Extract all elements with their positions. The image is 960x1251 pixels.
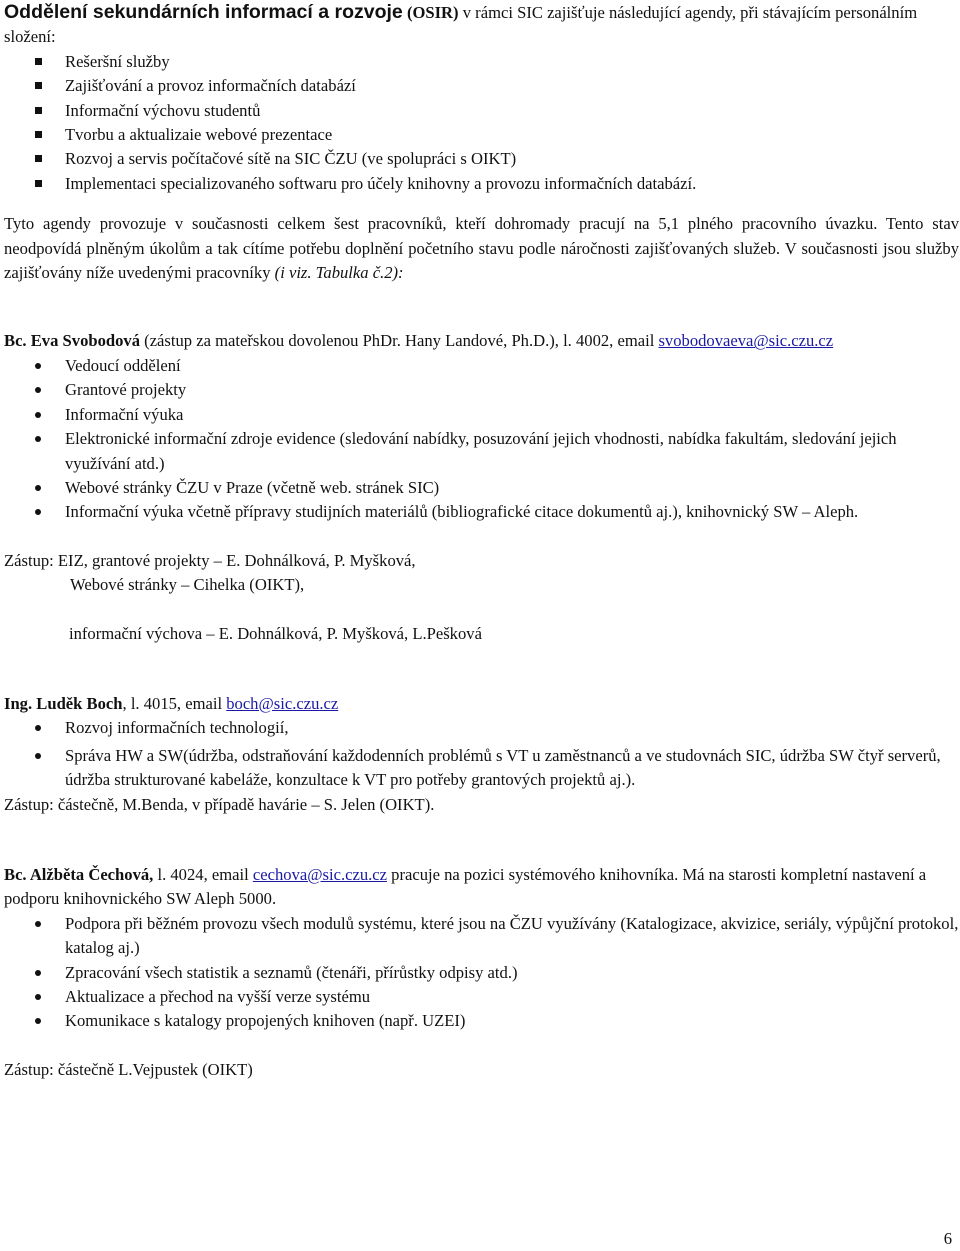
list-item: Informační výuka bbox=[4, 403, 959, 427]
substitute-line: informační výchova – E. Dohnálková, P. Myšková, L.Pešková bbox=[69, 623, 482, 643]
person-name: Bc. Eva Svobodová bbox=[4, 331, 141, 351]
square-bullet-icon bbox=[35, 82, 42, 89]
square-bullet-icon bbox=[35, 58, 42, 65]
person-boch: Ing. Luděk Boch, l. 4015, email boch@sic.czu.cz bbox=[4, 693, 339, 713]
list-item: Podpora při běžném provozu všech modulů systému, které jsou na ČZU využívány (Katalogizace, akvizice, seriály, výpůjční protokol, katalog aj.) bbox=[4, 912, 959, 961]
email-link[interactable]: svobodovaeva@sic.czu.cz bbox=[658, 331, 834, 351]
square-bullet-icon bbox=[35, 107, 42, 114]
duties-list bbox=[4, 716, 959, 792]
substitute-line: Webové stránky – Cihelka (OIKT), bbox=[70, 575, 305, 595]
list-item: Rozvoj a servis počítačové sítě na SIC ČZU (ve spolupráci s OIKT) bbox=[4, 147, 959, 171]
list-item: Rozvoj informačních technologií, bbox=[4, 716, 959, 740]
list-item: Webové stránky ČZU v Praze (včetně web. stránek SIC) bbox=[4, 476, 959, 500]
substitute-line: Zástup: částečně, M.Benda, v případě havárie – S. Jelen (OIKT). bbox=[4, 794, 435, 814]
person-svobodova: Bc. Eva Svobodová (zástup za mateřskou dovolenou PhDr. Hany Landové, Ph.D.), l. 4002, email svobodovaeva@sic.czu.cz bbox=[4, 331, 834, 351]
bullet-icon bbox=[35, 1018, 41, 1024]
person-name: Bc. Alžběta Čechová, bbox=[4, 864, 154, 884]
bullet-icon bbox=[35, 753, 41, 759]
square-bullet-icon bbox=[35, 155, 42, 162]
square-bullet-icon bbox=[35, 180, 42, 187]
document-page bbox=[4, 0, 959, 1082]
list-item: Elektronické informační zdroje evidence (sledování nabídky, posuzování jejich vhodnosti, nabídka fakultám, sledování jejich využívání atd.) bbox=[4, 427, 959, 476]
email-link[interactable]: cechova@sic.czu.cz bbox=[252, 864, 387, 884]
person-cechova: Bc. Alžběta Čechová, l. 4024, email cechova@sic.czu.cz pracuje na pozici systémového knihovníka. Má na starosti kompletní nastavení a podporu knihovnického SW Aleph 5000. bbox=[4, 864, 927, 909]
list-item: Tvorbu a aktualizaie webové prezentace bbox=[4, 123, 959, 147]
bullet-icon bbox=[35, 725, 41, 731]
bullet-icon bbox=[35, 387, 41, 393]
duties-list bbox=[4, 354, 959, 525]
list-item: Zajišťování a provoz informačních databází bbox=[4, 74, 959, 98]
bullet-icon bbox=[35, 412, 41, 418]
bullet-icon bbox=[35, 509, 41, 515]
page-number: 6 bbox=[943, 1229, 952, 1248]
bullet-icon bbox=[35, 921, 41, 927]
list-item: Vedoucí oddělení bbox=[4, 354, 959, 378]
section-abbr: (OSIR) bbox=[406, 3, 459, 22]
list-item: Grantové projekty bbox=[4, 378, 959, 402]
square-bullet-icon bbox=[35, 131, 42, 138]
list-item: Správa HW a SW(údržba, odstraňování každodenních problémů s VT u zaměstnanců a ve studovnách SIC, údržba SW čtyř serverů, údržba strukturované kabeláže, konzultace k VT pro potřeby grantových projektů aj.). bbox=[4, 744, 959, 793]
email-link[interactable]: boch@sic.czu.cz bbox=[226, 693, 339, 713]
bullet-icon bbox=[35, 485, 41, 491]
person-name: Ing. Luděk Boch bbox=[4, 693, 123, 713]
list-item: Komunikace s katalogy propojených knihoven (např. UZEI) bbox=[4, 1009, 959, 1033]
duties-list bbox=[4, 912, 959, 1034]
staffing-paragraph: Tyto agendy provozuje v současnosti celkem šest pracovníků, kteří dohromady pracují na 5,1 plného pracovního úvazku. Tento stav neodpovídá plněným úkolům a tak cítíme potřebu doplnění početního stavu podle náročnosti zajišťovaných služeb. V současnosti jsou služby zajišťovány níže uvedenými pracovníky (i viz. Tabulka č.2): bbox=[4, 214, 959, 283]
list-item: Implementaci specializovaného softwaru pro účely knihovny a provozu informačních databází. bbox=[4, 172, 959, 196]
substitute-line: Zástup: EIZ, grantové projekty – E. Dohnálková, P. Myšková, bbox=[4, 550, 416, 570]
bullet-icon bbox=[35, 363, 41, 369]
list-item: Rešeršní služby bbox=[4, 50, 959, 74]
intro-text: v rámci SIC zajišťuje následující agendy, při stávajícím personálním složení: bbox=[4, 3, 918, 47]
list-item: Informační výchovu studentů bbox=[4, 99, 959, 123]
section-title: Oddělení sekundárních informací a rozvoje bbox=[4, 1, 403, 23]
bullet-icon bbox=[35, 970, 41, 976]
bullet-icon bbox=[35, 994, 41, 1000]
list-item: Zpracování všech statistik a seznamů (čtenáři, přírůstky odpisy atd.) bbox=[4, 961, 959, 985]
list-item: Aktualizace a přechod na vyšší verze systému bbox=[4, 985, 959, 1009]
table-reference: (i viz. Tabulka č.2): bbox=[274, 263, 404, 283]
intro-paragraph bbox=[4, 0, 959, 50]
bullet-icon bbox=[35, 436, 41, 442]
list-item: Informační výuka včetně přípravy studijních materiálů (bibliografické citace dokumentů aj.), knihovnický SW – Aleph. bbox=[4, 500, 959, 524]
substitute-line: Zástup: částečně L.Vejpustek (OIKT) bbox=[4, 1059, 253, 1079]
agenda-list bbox=[4, 50, 959, 196]
